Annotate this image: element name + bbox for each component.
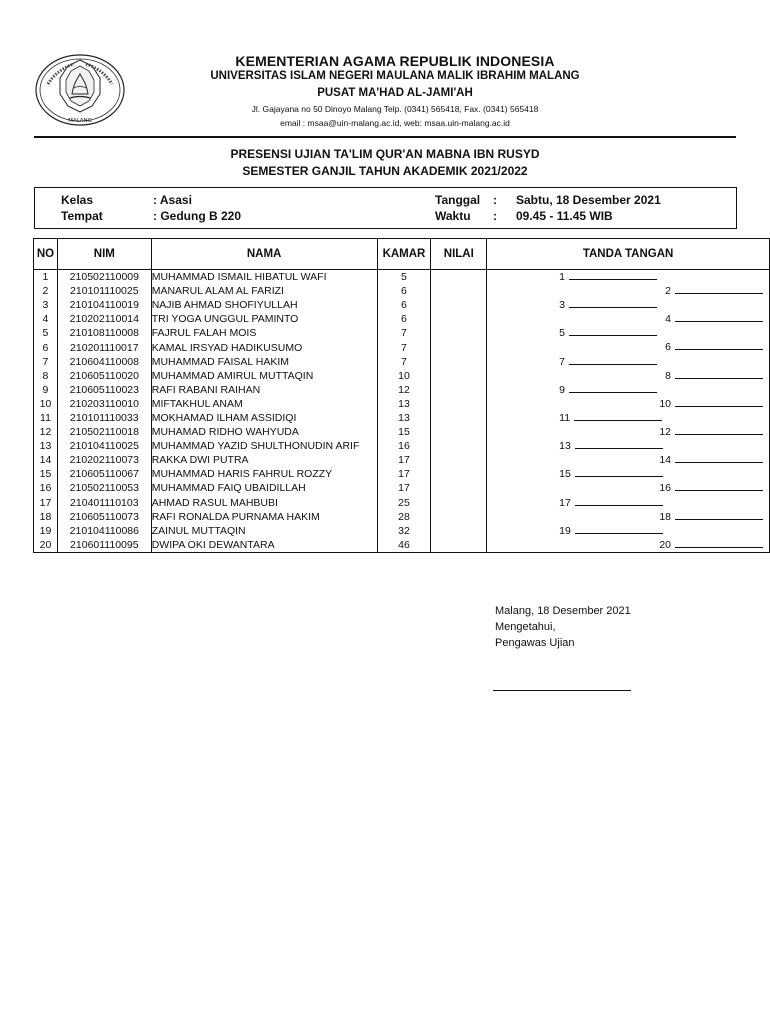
header-nama: NAMA (151, 239, 377, 270)
header-nim: NIM (57, 239, 151, 270)
row-no: 6 (34, 340, 58, 354)
row-signature-cell (487, 340, 770, 354)
row-kamar: 6 (377, 312, 431, 326)
header-nilai: NILAI (431, 239, 487, 270)
tanggal-label: Tanggal (435, 193, 481, 207)
row-nim: 210104110086 (57, 524, 151, 538)
table-row (34, 510, 770, 524)
signature-line (675, 369, 763, 379)
row-kamar: 6 (377, 298, 431, 312)
table-row (34, 453, 770, 467)
signature-number: 1 (559, 271, 566, 283)
row-no: 14 (34, 453, 58, 467)
signature-line (675, 481, 763, 491)
table-row (34, 481, 770, 495)
supervisor-role: Pengawas Ujian (495, 637, 575, 649)
signature-line (569, 355, 657, 365)
signature-slot[interactable] (559, 439, 663, 453)
signature-slot[interactable] (559, 270, 657, 284)
table-row (34, 467, 770, 481)
signature-line (574, 411, 662, 421)
signature-number: 11 (559, 411, 571, 424)
row-nilai (431, 298, 487, 312)
row-nilai (431, 397, 487, 411)
row-signature-cell (487, 439, 770, 453)
row-nim: 210605110067 (57, 467, 151, 481)
row-nim: 210101110025 (57, 284, 151, 298)
table-row (34, 524, 770, 538)
row-nim: 210101110033 (57, 411, 151, 425)
row-nama: FAJRUL FALAH MOIS (151, 326, 377, 340)
row-kamar: 7 (377, 326, 431, 340)
row-nama: TRI YOGA UNGGUL PAMINTO (151, 312, 377, 326)
row-nim: 210104110019 (57, 298, 151, 312)
row-kamar: 10 (377, 369, 431, 383)
row-nama: MUHAMAD RIDHO WAHYUDA (151, 425, 377, 439)
signature-line (675, 510, 763, 520)
row-nilai (431, 284, 487, 298)
row-signature-cell (487, 425, 770, 439)
signature-slot[interactable] (665, 340, 763, 354)
row-no: 5 (34, 326, 58, 340)
row-nama: MUHAMMAD FAISAL HAKIM (151, 355, 377, 369)
row-no: 7 (34, 355, 58, 369)
row-nama: AHMAD RASUL MAHBUBI (151, 496, 377, 510)
table-row (34, 383, 770, 397)
row-signature-cell (487, 467, 770, 481)
row-kamar: 6 (377, 284, 431, 298)
header-tanda-tangan: TANDA TANGAN (487, 239, 770, 270)
signature-line (675, 312, 763, 322)
table-row (34, 538, 770, 553)
row-no: 10 (34, 397, 58, 411)
row-no: 4 (34, 312, 58, 326)
signature-line (675, 538, 763, 548)
document-subtitle: SEMESTER GANJIL TAHUN AKADEMIK 2021/2022 (242, 164, 528, 178)
row-signature-cell (487, 524, 770, 538)
row-nim: 210104110025 (57, 439, 151, 453)
ministry-title: KEMENTERIAN AGAMA REPUBLIK INDONESIA (235, 53, 555, 69)
waktu-value: 09.45 - 11.45 WIB (516, 209, 613, 223)
row-nama: RAKKA DWI PUTRA (151, 453, 377, 467)
signature-slot[interactable] (559, 383, 657, 397)
row-no: 17 (34, 496, 58, 510)
row-nilai (431, 453, 487, 467)
signature-number: 10 (659, 397, 671, 410)
row-nilai (431, 467, 487, 481)
row-no: 13 (34, 439, 58, 453)
header-divider (34, 136, 736, 138)
signature-number: 2 (665, 285, 671, 298)
signature-slot[interactable] (659, 425, 763, 439)
row-no: 1 (34, 270, 58, 285)
row-nama: MOKHAMAD ILHAM ASSIDIQI (151, 411, 377, 425)
table-header-row (34, 239, 770, 270)
row-signature-cell (487, 312, 770, 326)
row-nim: 210502110053 (57, 481, 151, 495)
row-no: 2 (34, 284, 58, 298)
signature-number: 16 (659, 482, 671, 495)
signature-slot[interactable] (559, 326, 657, 340)
row-signature-cell (487, 383, 770, 397)
signature-slot[interactable] (559, 411, 662, 425)
row-nilai (431, 524, 487, 538)
contact-line: email : msaa@uin-malang.ac.id, web: msaa.uin-malang.ac.id (280, 118, 510, 128)
table-row (34, 425, 770, 439)
row-nim: 210605110073 (57, 510, 151, 524)
table-row (34, 397, 770, 411)
signature-line (569, 298, 657, 308)
university-logo (34, 52, 126, 128)
tempat-label: Tempat (61, 209, 103, 223)
row-signature-cell (487, 397, 770, 411)
table-row (34, 411, 770, 425)
signature-line (675, 284, 763, 294)
signature-line (575, 524, 663, 534)
table-row (34, 369, 770, 383)
row-kamar: 32 (377, 524, 431, 538)
signature-line (575, 467, 663, 477)
row-no: 11 (34, 411, 58, 425)
row-nama: RAFI RONALDA PURNAMA HAKIM (151, 510, 377, 524)
row-nilai (431, 481, 487, 495)
row-nim: 210502110018 (57, 425, 151, 439)
row-no: 18 (34, 510, 58, 524)
row-no: 12 (34, 425, 58, 439)
row-nama: MUHAMMAD YAZID SHULTHONUDIN ARIF (151, 439, 377, 453)
row-nilai (431, 425, 487, 439)
row-kamar: 28 (377, 510, 431, 524)
row-nim: 210604110008 (57, 355, 151, 369)
row-nama: MUHAMMAD FAIQ UBAIDILLAH (151, 481, 377, 495)
signature-line (675, 425, 763, 435)
place-date: Malang, 18 Desember 2021 (495, 605, 631, 617)
row-nama: MUHAMMAD AMIRUL MUTTAQIN (151, 369, 377, 383)
row-nilai (431, 383, 487, 397)
table-row (34, 496, 770, 510)
address-line: Jl. Gajayana no 50 Dinoyo Malang Telp. (0341) 565418, Fax. (0341) 565418 (251, 104, 539, 114)
signature-number: 6 (665, 341, 671, 354)
row-signature-cell (487, 270, 770, 285)
row-nim: 210401110103 (57, 496, 151, 510)
row-nama: MANARUL ALAM AL FARIZI (151, 284, 377, 298)
signature-number: 5 (559, 327, 566, 340)
row-signature-cell (487, 453, 770, 467)
signature-number: 15 (559, 468, 571, 481)
row-nama: MIFTAKHUL ANAM (151, 397, 377, 411)
table-row (34, 312, 770, 326)
row-nilai (431, 312, 487, 326)
row-nama: ZAINUL MUTTAQIN (151, 524, 377, 538)
signature-slot[interactable] (665, 312, 763, 326)
tempat-value: : Gedung B 220 (153, 209, 242, 223)
row-kamar: 15 (377, 425, 431, 439)
row-nilai (431, 326, 487, 340)
signature-number: 19 (559, 524, 571, 537)
acknowledged-label: Mengetahui, (495, 621, 556, 633)
tanggal-value: Sabtu, 18 Desember 2021 (516, 193, 661, 207)
row-nim: 210203110010 (57, 397, 151, 411)
signature-line (675, 340, 763, 350)
signature-slot[interactable] (659, 538, 763, 552)
signature-number: 12 (659, 426, 671, 439)
signature-slot[interactable] (559, 496, 663, 510)
row-nama: RAFI RABANI RAIHAN (151, 383, 377, 397)
row-kamar: 17 (377, 467, 431, 481)
row-signature-cell (487, 326, 770, 340)
table-row (34, 298, 770, 312)
row-no: 8 (34, 369, 58, 383)
row-kamar: 17 (377, 481, 431, 495)
row-nilai (431, 439, 487, 453)
row-nilai (431, 510, 487, 524)
row-nim: 210201110017 (57, 340, 151, 354)
row-nim: 210202110014 (57, 312, 151, 326)
row-kamar: 46 (377, 538, 431, 553)
logo-city-text: MALANG (68, 118, 92, 124)
signature-line (569, 270, 657, 280)
row-kamar: 25 (377, 496, 431, 510)
row-nim: 210502110009 (57, 270, 151, 285)
row-nilai (431, 355, 487, 369)
signature-slot[interactable] (659, 481, 763, 495)
signature-number: 9 (559, 383, 566, 396)
row-nilai (431, 340, 487, 354)
signature-line (575, 439, 663, 449)
row-nama: MUHAMMAD ISMAIL HIBATUL WAFI (151, 270, 377, 285)
attendance-table (33, 238, 770, 553)
signature-number: 20 (659, 538, 671, 551)
row-signature-cell (487, 298, 770, 312)
row-nilai (431, 411, 487, 425)
signature-slot[interactable] (659, 510, 763, 524)
row-signature-cell (487, 496, 770, 510)
signature-slot[interactable] (659, 397, 763, 411)
row-signature-cell (487, 481, 770, 495)
waktu-label: Waktu (435, 209, 471, 223)
table-row (34, 270, 770, 285)
row-kamar: 16 (377, 439, 431, 453)
supervisor-signature-line (493, 690, 631, 691)
table-row (34, 284, 770, 298)
signature-number: 8 (665, 369, 671, 382)
row-nim: 210605110020 (57, 369, 151, 383)
center-name: PUSAT MA'HAD AL-JAMI'AH (317, 87, 473, 99)
table-row (34, 340, 770, 354)
row-kamar: 7 (377, 355, 431, 369)
row-kamar: 13 (377, 397, 431, 411)
row-signature-cell (487, 510, 770, 524)
signature-line (575, 496, 663, 506)
table-row (34, 439, 770, 453)
signature-number: 14 (659, 454, 671, 467)
header-no: NO (34, 239, 58, 270)
row-nim: 210202110073 (57, 453, 151, 467)
signature-slot[interactable] (559, 524, 663, 538)
row-signature-cell (487, 538, 770, 553)
signature-number: 4 (665, 313, 671, 326)
row-nilai (431, 270, 487, 285)
row-nama: NAJIB AHMAD SHOFIYULLAH (151, 298, 377, 312)
table-row (34, 326, 770, 340)
row-nama: MUHAMMAD HARIS FAHRUL ROZZY (151, 467, 377, 481)
signature-number: 7 (559, 355, 566, 368)
row-no: 15 (34, 467, 58, 481)
signature-slot[interactable] (665, 284, 763, 298)
signature-slot[interactable] (559, 298, 657, 312)
row-no: 3 (34, 298, 58, 312)
row-nim: 210605110023 (57, 383, 151, 397)
signature-number: 13 (559, 440, 571, 453)
header-kamar: KAMAR (377, 239, 431, 270)
signature-line (675, 397, 763, 407)
table-row (34, 355, 770, 369)
row-kamar: 7 (377, 340, 431, 354)
signature-slot[interactable] (559, 355, 657, 369)
university-name: UNIVERSITAS ISLAM NEGERI MAULANA MALIK IBRAHIM MALANG (210, 70, 580, 82)
row-nim: 210601110095 (57, 538, 151, 553)
row-kamar: 12 (377, 383, 431, 397)
row-signature-cell (487, 411, 770, 425)
row-nilai (431, 496, 487, 510)
document-title: PRESENSI UJIAN TA'LIM QUR'AN MABNA IBN RUSYD (230, 147, 540, 161)
row-signature-cell (487, 355, 770, 369)
row-kamar: 17 (377, 453, 431, 467)
row-nim: 210108110008 (57, 326, 151, 340)
signature-line (569, 383, 657, 393)
kelas-label: Kelas (61, 193, 94, 207)
signature-line (569, 326, 657, 336)
row-no: 16 (34, 481, 58, 495)
signature-number: 17 (559, 496, 571, 509)
signature-number: 3 (559, 299, 566, 312)
row-kamar: 13 (377, 411, 431, 425)
row-nama: DWIPA OKI DEWANTARA (151, 538, 377, 553)
signature-slot[interactable] (559, 467, 663, 481)
row-no: 9 (34, 383, 58, 397)
waktu-separator: : (493, 209, 497, 223)
signature-slot[interactable] (659, 453, 763, 467)
row-nilai (431, 538, 487, 553)
table-body (34, 270, 770, 553)
row-signature-cell (487, 284, 770, 298)
signature-slot[interactable] (665, 369, 763, 383)
row-nilai (431, 369, 487, 383)
kelas-value: : Asasi (153, 193, 192, 207)
row-nama: KAMAL IRSYAD HADIKUSUMO (151, 340, 377, 354)
tanggal-separator: : (493, 193, 497, 207)
row-no: 20 (34, 538, 58, 553)
row-kamar: 5 (377, 270, 431, 285)
signature-line (675, 453, 763, 463)
signature-number: 18 (659, 510, 671, 523)
row-no: 19 (34, 524, 58, 538)
row-signature-cell (487, 369, 770, 383)
